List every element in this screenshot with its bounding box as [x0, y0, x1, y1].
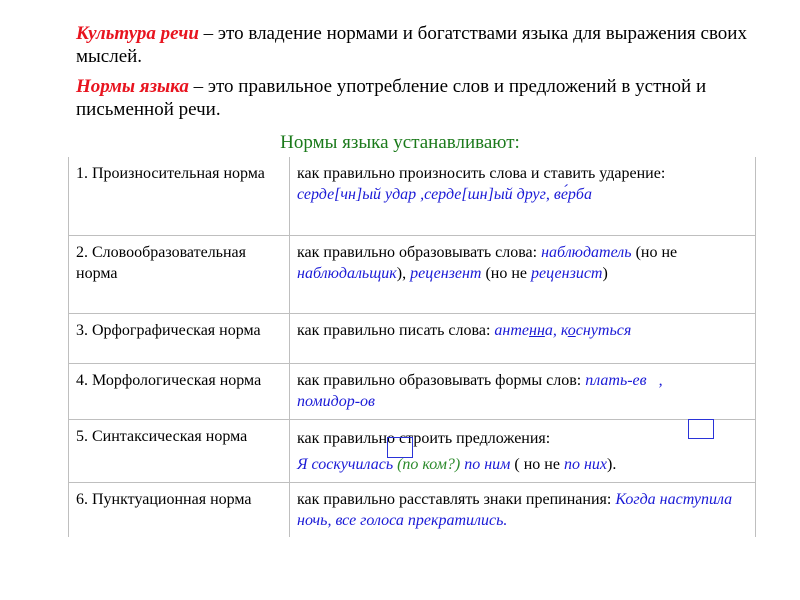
norm-name: 3. Орфографическая норма	[69, 313, 290, 363]
term-norms: Нормы языка	[76, 76, 189, 97]
norm-name: 1. Произносительная норма	[69, 157, 290, 235]
norm-example: рецензист	[531, 264, 603, 282]
definition-norms	[76, 75, 756, 121]
norm-description	[290, 235, 756, 313]
table-row	[69, 235, 756, 313]
norm-example-underlined: нн	[529, 321, 545, 339]
norm-example: плать-ев	[585, 371, 647, 389]
definition-culture-text: – это владение нормами и богатствами языка для выражения своих мыслей.	[76, 23, 747, 67]
norm-example: Когда наступила ночь, все голоса прекратились.	[297, 490, 733, 529]
norm-desc-text: как правильно строить предложения:	[297, 429, 551, 447]
norm-description	[290, 482, 756, 537]
norm-name: 4. Морфологическая норма	[69, 363, 290, 419]
norm-desc-text: как правильно расставлять знаки препинания:	[297, 490, 616, 508]
norm-name: 2. Словообразовательная норма	[69, 235, 290, 313]
norm-example: а, к	[544, 321, 568, 339]
norm-text: ),	[396, 264, 411, 282]
norm-desc-text: как правильно образовывать формы слов:	[297, 371, 586, 389]
selection-box	[688, 419, 714, 439]
norm-name: 6. Пунктуационная норма	[69, 482, 290, 537]
term-culture: Культура речи	[76, 23, 199, 44]
table-row	[69, 482, 756, 537]
norm-example: наблюдальщик	[297, 264, 397, 282]
table-row	[69, 157, 756, 235]
norms-table	[68, 157, 756, 537]
norm-example: серде[чн]ый удар ,серде[шн]ый друг, ве́рба	[297, 186, 592, 203]
selection-box	[387, 437, 413, 458]
norm-text: ( но не	[510, 455, 564, 473]
norm-example: Я соскучилась	[297, 455, 394, 473]
norm-example-sep: ,	[646, 371, 663, 389]
norm-text: ).	[607, 455, 617, 473]
norm-desc-text: как правильно писать слова:	[297, 321, 495, 339]
norm-desc-text: как правильно образовывать слова:	[297, 243, 542, 261]
norm-example: снуться	[575, 321, 632, 339]
norm-example: рецензент	[410, 264, 482, 282]
norm-desc-text: как правильно произносить слова и ставить ударение:	[297, 165, 666, 182]
norm-name: 5. Синтаксическая норма	[69, 419, 290, 482]
table-row	[69, 313, 756, 363]
table-row	[69, 363, 756, 419]
norm-description	[290, 419, 756, 482]
norm-example: наблюдатель	[541, 243, 632, 261]
norm-example-underlined: о	[567, 321, 576, 339]
norm-example: анте	[494, 321, 529, 339]
norm-example: по ним	[464, 455, 511, 473]
norm-description	[290, 157, 756, 235]
norm-example-question: (по ком?)	[397, 455, 461, 473]
definition-culture	[76, 22, 756, 68]
norm-text: (но не	[631, 243, 678, 261]
definition-norms-text: – это правильное употребление слов и предложений в устной и письменной речи.	[76, 76, 707, 120]
norm-example: помидор-ов	[297, 392, 375, 410]
table-title: Нормы языка устанавливают:	[280, 132, 520, 153]
norm-example: по них	[563, 455, 607, 473]
norm-text: )	[602, 264, 608, 282]
norm-description	[290, 363, 756, 419]
norm-description	[290, 313, 756, 363]
norm-text: (но не	[481, 264, 532, 282]
